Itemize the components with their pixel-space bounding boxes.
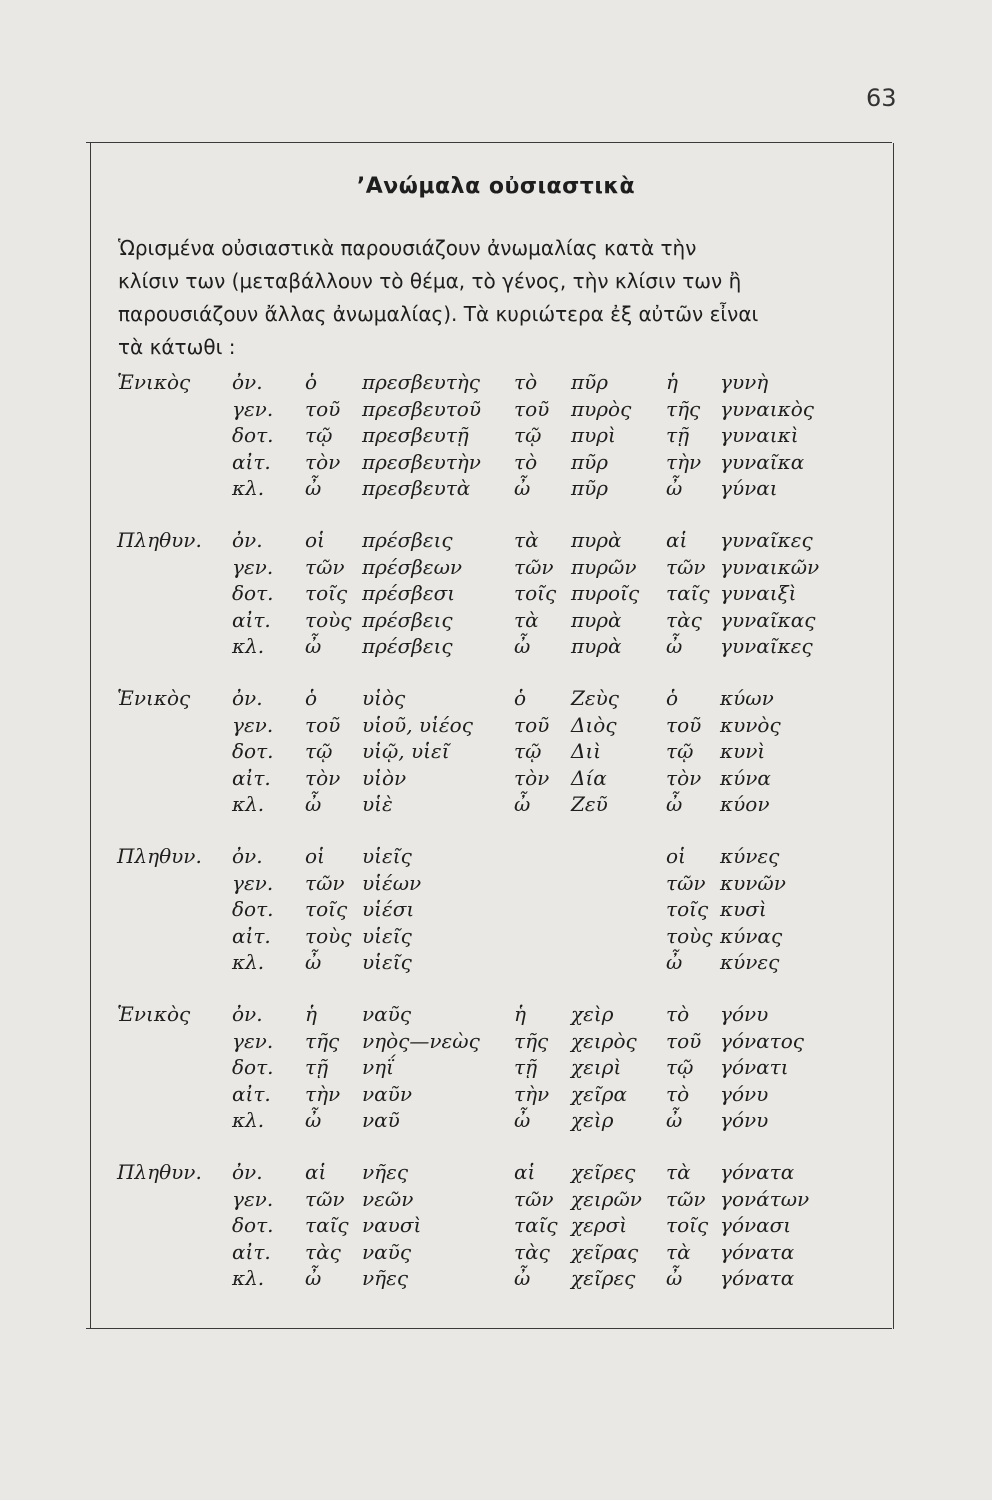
article-col2: τῷ <box>514 423 542 447</box>
noun-col3: γυναιξὶ <box>720 581 797 605</box>
article-col1: ὁ <box>305 686 318 710</box>
noun-col1: υἱέων <box>362 870 422 895</box>
article-col3: ὦ <box>666 1108 683 1132</box>
article-col1: ταῖς <box>305 1213 349 1237</box>
article-col2: ὁ <box>514 686 527 710</box>
article-col2: τοῖς <box>514 581 557 605</box>
article-col1: τοῖς <box>305 581 348 605</box>
intro-line: Ὡρισμένα οὐσιαστικὰ παρουσιάζουν ἀνωμαλίας κατὰ τὴν <box>118 236 697 260</box>
noun-col2: χεὶρ <box>571 1002 614 1026</box>
article-col3: ἡ <box>666 370 678 394</box>
article-col1: ἡ <box>305 1002 317 1026</box>
case-label: γεν. <box>232 1028 274 1053</box>
declension-row <box>0 950 992 976</box>
article-col2: ὦ <box>514 634 531 658</box>
case-label: αἰτ. <box>232 1081 271 1106</box>
noun-col2: πυρὸς <box>571 396 632 421</box>
noun-col2: χειρῶν <box>571 1186 642 1211</box>
case-label: ὀν. <box>232 370 263 394</box>
noun-col1: πρέσβεις <box>362 607 453 632</box>
case-label: κλ. <box>232 634 265 658</box>
noun-col1: πρεσβευτῇ <box>362 423 469 447</box>
article-col2: τῶν <box>514 1186 554 1211</box>
case-label: αἰτ. <box>232 1239 271 1264</box>
article-col2: ταῖς <box>514 1213 558 1237</box>
declension-row <box>0 924 992 950</box>
article-col1: τὸν <box>305 765 341 790</box>
article-col2: τὰς <box>514 1239 550 1264</box>
article-col3: ὦ <box>666 950 683 974</box>
article-col3: αἱ <box>666 528 688 552</box>
declension-row <box>0 1160 992 1186</box>
article-col1: αἱ <box>305 1160 327 1184</box>
noun-col2: χεῖρας <box>571 1239 639 1264</box>
article-col3: τῶν <box>666 554 706 579</box>
article-col3: οἱ <box>666 844 686 868</box>
article-col1: τὰς <box>305 1239 341 1264</box>
article-col2: τοῦ <box>514 396 550 421</box>
case-label: δοτ. <box>232 897 274 921</box>
declension-row <box>0 897 992 923</box>
article-col1: ὦ <box>305 1108 322 1132</box>
article-col1: ὦ <box>305 950 322 974</box>
case-label: αἰτ. <box>232 765 271 790</box>
article-col3: τοὺς <box>666 923 713 948</box>
declension-row <box>0 555 992 581</box>
article-col3: τῇ <box>666 423 690 447</box>
article-col1: ὁ <box>305 370 318 394</box>
noun-col3: γονάτων <box>720 1186 810 1211</box>
noun-col2: χεῖρες <box>571 1266 636 1290</box>
noun-col3: γυναικῶν <box>720 554 820 579</box>
case-label: γεν. <box>232 1186 274 1211</box>
case-label: δοτ. <box>232 1055 274 1079</box>
noun-col1: υἱὲ <box>362 792 393 816</box>
noun-col3: κυνὶ <box>720 739 766 763</box>
declension-row <box>0 528 992 554</box>
number-label: Πληθυν. <box>117 844 202 868</box>
intro-line: τὰ κάτωθι : <box>118 335 236 359</box>
noun-col1: πρεσβευτὴν <box>362 449 481 474</box>
declension-row <box>0 634 992 660</box>
article-col1: τοὺς <box>305 607 352 632</box>
article-col3: τὸ <box>666 1002 690 1026</box>
noun-col3: γόνατα <box>720 1266 795 1290</box>
article-col3: τὰ <box>666 1239 691 1264</box>
noun-col2: Ζεὺς <box>571 686 619 710</box>
case-label: δοτ. <box>232 581 274 605</box>
declension-row <box>0 871 992 897</box>
noun-col1: ναῦ <box>362 1108 400 1132</box>
noun-col1: υἱεῖς <box>362 844 412 868</box>
article-col3: τοῦ <box>666 1028 702 1053</box>
noun-col3: κύων <box>720 686 774 710</box>
noun-col1: πρέσβεσι <box>362 581 456 605</box>
case-label: ὀν. <box>232 844 263 868</box>
noun-col2: πυρῶν <box>571 554 637 579</box>
declension-row <box>0 1213 992 1239</box>
article-col2: ὦ <box>514 1266 531 1290</box>
case-label: γεν. <box>232 396 274 421</box>
case-label: ὀν. <box>232 528 263 552</box>
case-label: ὀν. <box>232 1002 263 1026</box>
article-col1: τοῦ <box>305 396 341 421</box>
article-col3: ταῖς <box>666 581 710 605</box>
article-col1: τῶν <box>305 870 345 895</box>
declension-row <box>0 1108 992 1134</box>
article-col3: ὁ <box>666 686 679 710</box>
article-col3: τὸ <box>666 1081 690 1106</box>
article-col1: τὴν <box>305 1081 341 1106</box>
article-col2: τὸ <box>514 449 538 474</box>
declension-row <box>0 1240 992 1266</box>
declension-row <box>0 1002 992 1028</box>
article-col1: τῇ <box>305 1055 329 1079</box>
noun-col3: γόνατα <box>720 1160 795 1184</box>
noun-col2: Ζεῦ <box>571 792 608 816</box>
noun-col1: υἱὸν <box>362 765 407 790</box>
noun-col3: κυνῶν <box>720 870 786 895</box>
bottom-rule <box>86 1328 892 1329</box>
case-label: κλ. <box>232 1108 265 1132</box>
noun-col1: νηΐ <box>362 1055 394 1079</box>
noun-col3: γόνυ <box>720 1081 769 1106</box>
noun-col2: Διὶ <box>571 739 602 763</box>
number-label: Πληθυν. <box>117 1160 202 1184</box>
noun-col2: Δία <box>571 765 607 790</box>
article-col2: ἡ <box>514 1002 526 1026</box>
article-col2: τῶν <box>514 554 554 579</box>
noun-col3: κύον <box>720 792 770 816</box>
article-col1: τοὺς <box>305 923 352 948</box>
number-label: Πληθυν. <box>117 528 202 552</box>
noun-col1: ναῦς <box>362 1002 412 1026</box>
case-label: δοτ. <box>232 423 274 447</box>
noun-col3: γόνασι <box>720 1213 792 1237</box>
noun-col2: πῦρ <box>571 476 609 500</box>
article-col1: ὦ <box>305 792 322 816</box>
article-col3: τοῖς <box>666 1213 709 1237</box>
noun-col1: υἱοῦ, υἱέος <box>362 712 473 737</box>
intro-line: παρουσιάζουν ἄλλας ἀνωμαλίας). Τὰ κυριώτερα ἐξ αὐτῶν εἶναι <box>118 302 759 326</box>
noun-col3: γυναῖκα <box>720 449 805 474</box>
article-col2: τὰ <box>514 607 539 632</box>
noun-col3: γόνατι <box>720 1055 789 1079</box>
article-col1: τὸν <box>305 449 341 474</box>
article-col1: τῷ <box>305 739 333 763</box>
number-label: Ἑνικὸς <box>117 686 191 710</box>
noun-col2: χεὶρ <box>571 1108 614 1132</box>
noun-col2: Διὸς <box>571 712 617 737</box>
number-label: Ἑνικὸς <box>117 370 191 394</box>
article-col2: τὸν <box>514 765 550 790</box>
article-col3: ὦ <box>666 634 683 658</box>
noun-col2: πυρὰ <box>571 634 622 658</box>
article-col3: τῶν <box>666 870 706 895</box>
article-col1: τοῦ <box>305 712 341 737</box>
article-col3: τὸν <box>666 765 702 790</box>
article-col1: τοῖς <box>305 897 348 921</box>
number-label: Ἑνικὸς <box>117 1002 191 1026</box>
noun-col1: υἱεῖς <box>362 923 412 948</box>
case-label: ὀν. <box>232 686 263 710</box>
noun-col3: κύνες <box>720 844 780 868</box>
article-col1: τῆς <box>305 1028 340 1053</box>
noun-col1: νεῶν <box>362 1186 414 1211</box>
declension-row <box>0 608 992 634</box>
noun-col3: κύνας <box>720 923 783 948</box>
article-col3: τῶν <box>666 1186 706 1211</box>
noun-col2: χερσὶ <box>571 1213 628 1237</box>
declension-row <box>0 686 992 712</box>
noun-col1: πρέσβεων <box>362 554 463 579</box>
article-col3: τὴν <box>666 449 702 474</box>
article-col1: οἱ <box>305 844 325 868</box>
noun-col3: γόνυ <box>720 1002 769 1026</box>
noun-col2: χεῖρα <box>571 1081 627 1106</box>
article-col1: τῶν <box>305 554 345 579</box>
article-col2: τὴν <box>514 1081 550 1106</box>
noun-col3: γυναῖκας <box>720 607 816 632</box>
noun-col3: γύναι <box>720 476 778 500</box>
article-col2: τὸ <box>514 370 538 394</box>
declension-row <box>0 476 992 502</box>
page-number: 63 <box>866 84 897 112</box>
declension-row <box>0 713 992 739</box>
case-label: γεν. <box>232 554 274 579</box>
declension-row <box>0 792 992 818</box>
case-label: ὀν. <box>232 1160 263 1184</box>
article-col2: αἱ <box>514 1160 536 1184</box>
article-col3: τῷ <box>666 739 694 763</box>
intro-paragraph <box>118 232 878 364</box>
article-col2: ὦ <box>514 476 531 500</box>
article-col2: τῷ <box>514 739 542 763</box>
noun-col1: πρέσβεις <box>362 528 453 552</box>
article-col2: τῆς <box>514 1028 549 1053</box>
noun-col3: κυσὶ <box>720 897 767 921</box>
article-col1: τῷ <box>305 423 333 447</box>
noun-col3: κυνὸς <box>720 712 781 737</box>
declension-row <box>0 1055 992 1081</box>
article-col3: ὦ <box>666 792 683 816</box>
noun-col3: γόνυ <box>720 1108 769 1132</box>
noun-col1: ναυσὶ <box>362 1213 422 1237</box>
noun-col1: νῆες <box>362 1160 409 1184</box>
case-label: γεν. <box>232 870 274 895</box>
declension-row <box>0 581 992 607</box>
noun-col1: υἱὸς <box>362 686 406 710</box>
article-col3: τὰς <box>666 607 702 632</box>
noun-col2: πυροῖς <box>571 581 640 605</box>
article-col3: τῆς <box>666 396 701 421</box>
declension-row <box>0 450 992 476</box>
declension-row <box>0 1082 992 1108</box>
noun-col1: νῆες <box>362 1266 409 1290</box>
noun-col1: ναῦν <box>362 1081 412 1106</box>
noun-col1: υἱέσι <box>362 897 415 921</box>
noun-col3: γυναικὶ <box>720 423 799 447</box>
article-col2: τοῦ <box>514 712 550 737</box>
noun-col2: πυρὶ <box>571 423 616 447</box>
noun-col2: χεῖρες <box>571 1160 636 1184</box>
case-label: κλ. <box>232 950 265 974</box>
declension-row <box>0 1266 992 1292</box>
noun-col1: νηὸς—νεὼς <box>362 1028 480 1053</box>
noun-col3: γόνατα <box>720 1239 795 1264</box>
noun-col1: υἱῷ, υἱεῖ <box>362 739 450 763</box>
declension-row <box>0 1029 992 1055</box>
noun-col1: πρεσβευτὴς <box>362 370 480 394</box>
article-col3: τοῦ <box>666 712 702 737</box>
article-col3: ὦ <box>666 476 683 500</box>
intro-line: κλίσιν των (μεταβάλλουν τὸ θέμα, τὸ γένος, τὴν κλίσιν των ἢ <box>118 269 742 293</box>
noun-col1: υἱεῖς <box>362 950 412 974</box>
article-col1: ὦ <box>305 634 322 658</box>
noun-col2: πῦρ <box>571 449 609 474</box>
declension-row <box>0 423 992 449</box>
noun-col2: πῦρ <box>571 370 609 394</box>
article-col2: τῇ <box>514 1055 538 1079</box>
case-label: αἰτ. <box>232 449 271 474</box>
article-col1: οἱ <box>305 528 325 552</box>
noun-col2: χειρὶ <box>571 1055 622 1079</box>
case-label: κλ. <box>232 792 265 816</box>
noun-col3: κύνες <box>720 950 780 974</box>
article-col1: ὦ <box>305 1266 322 1290</box>
noun-col3: γυναικὸς <box>720 396 814 421</box>
declension-row <box>0 397 992 423</box>
noun-col3: γόνατος <box>720 1028 804 1053</box>
case-label: κλ. <box>232 1266 265 1290</box>
noun-col1: πρεσβευτοῦ <box>362 396 482 421</box>
declension-row <box>0 1187 992 1213</box>
noun-col2: χειρὸς <box>571 1028 637 1053</box>
noun-col1: πρέσβεις <box>362 634 453 658</box>
article-col1: τῶν <box>305 1186 345 1211</box>
article-col2: ὦ <box>514 1108 531 1132</box>
declension-row <box>0 739 992 765</box>
noun-col3: γυναῖκες <box>720 528 813 552</box>
case-label: δοτ. <box>232 1213 274 1237</box>
article-col3: ὦ <box>666 1266 683 1290</box>
noun-col3: γυναῖκες <box>720 634 813 658</box>
declension-row <box>0 844 992 870</box>
noun-col2: πυρὰ <box>571 607 622 632</box>
case-label: δοτ. <box>232 739 274 763</box>
noun-col1: πρεσβευτὰ <box>362 476 471 500</box>
noun-col3: γυνὴ <box>720 370 769 394</box>
case-label: γεν. <box>232 712 274 737</box>
declension-row <box>0 370 992 396</box>
declension-row <box>0 766 992 792</box>
article-col3: τῷ <box>666 1055 694 1079</box>
article-col2: τὰ <box>514 528 539 552</box>
case-label: αἰτ. <box>232 607 271 632</box>
noun-col1: ναῦς <box>362 1239 412 1264</box>
noun-col3: κύνα <box>720 765 771 790</box>
case-label: αἰτ. <box>232 923 271 948</box>
article-col3: τοῖς <box>666 897 709 921</box>
case-label: κλ. <box>232 476 265 500</box>
article-col1: ὦ <box>305 476 322 500</box>
section-heading: ’Ανώμαλα οὐσιαστικὰ <box>356 174 636 199</box>
article-col3: τὰ <box>666 1160 691 1184</box>
noun-col2: πυρὰ <box>571 528 622 552</box>
article-col2: ὦ <box>514 792 531 816</box>
